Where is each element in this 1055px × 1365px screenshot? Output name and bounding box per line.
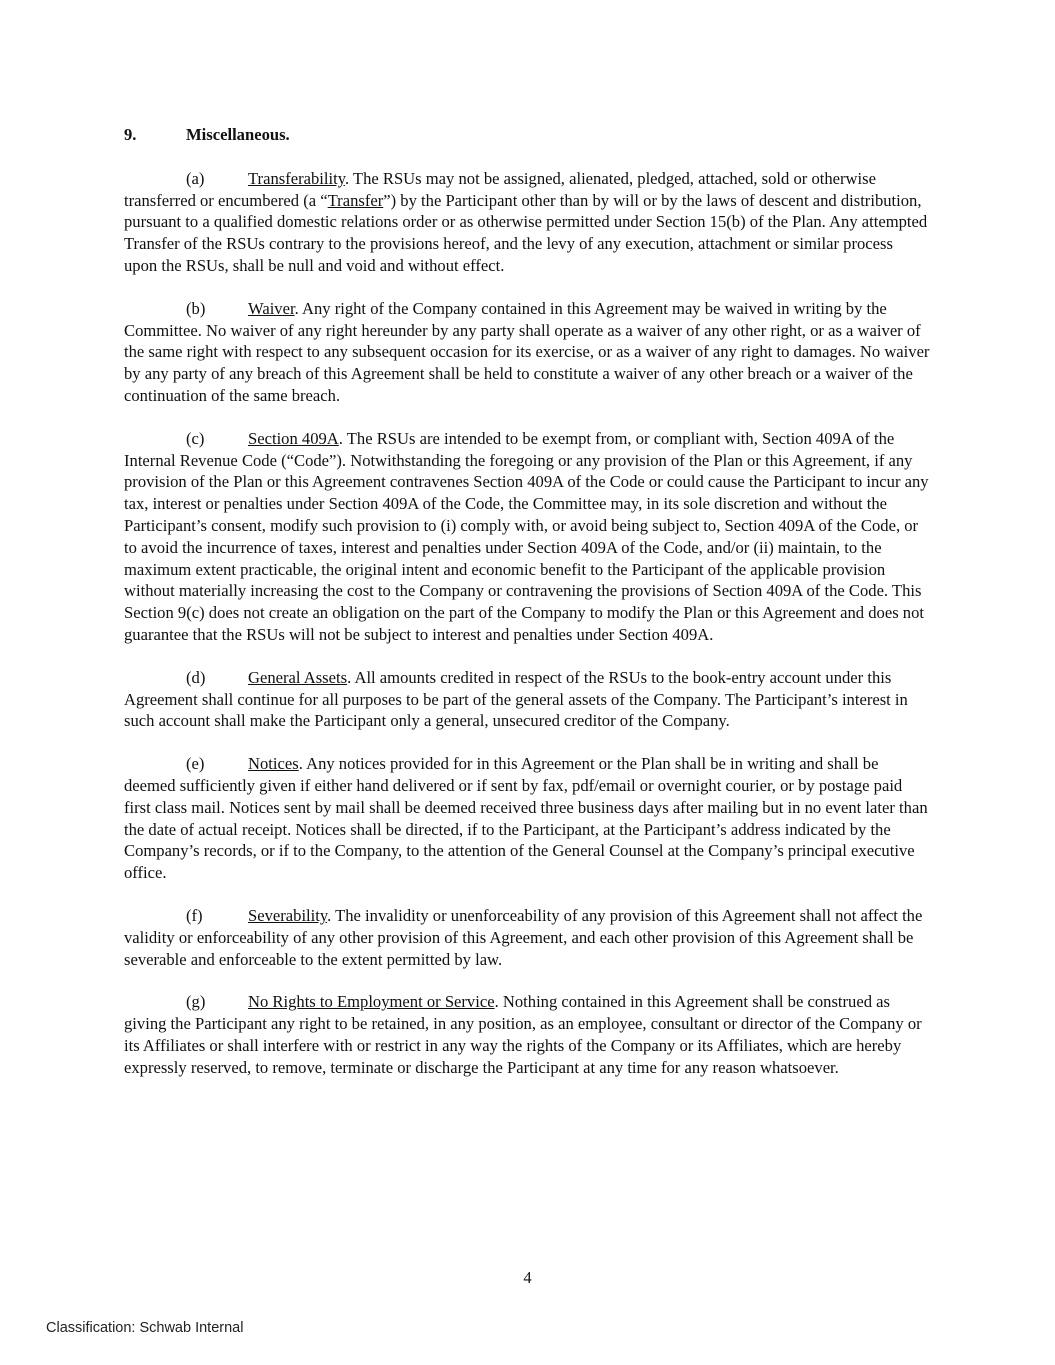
classification-label: Classification: Schwab Internal [46, 1320, 244, 1336]
section-number: 9. [124, 125, 137, 144]
paragraph-caption: No Rights to Employment or Service [248, 992, 495, 1012]
defined-term: Transfer [327, 190, 384, 210]
paragraph-general-assets [124, 667, 930, 732]
paragraph-text: . Any notices provided for in this Agreement or the Plan shall be in writing and shall be deemed sufficiently given if either hand delivered or if sent by fax, pdf/email or overnight courier, or by postage paid first class mail. Notices sent by mail shall be deemed received three business days after mailing but in no event later than the date of actual receipt. Notices shall be directed, if to the Participant, at the Participant’s address indicated by the Company’s records, or if to the Company, to the attention of the General Counsel at the Company’s principal executive office. [124, 754, 928, 883]
paragraph-letter: (d) [186, 667, 206, 687]
paragraph-caption: Notices [248, 754, 299, 774]
document-body [124, 124, 930, 1099]
paragraph-no-rights-to-employment [124, 991, 930, 1078]
paragraph-caption: Transferability [248, 168, 345, 188]
paragraph-letter: (b) [186, 298, 206, 318]
paragraph-caption: General Assets [248, 667, 348, 687]
paragraph-text: . The RSUs may not be assigned, alienated, pledged, attached, sold or otherwise transferred or encumbered (a “ [124, 168, 876, 210]
paragraph-text: ”) by the Participant other than by will or by the laws of descent and distribution, pursuant to a qualified domestic relations order or as otherwise permitted under Section 15(b) of the Plan. Any attempted Transfer of the RSUs contrary to the provisions hereof, and the levy of any execution, attachment or similar process upon the RSUs, shall be null and void and without effect. [124, 190, 928, 275]
paragraph-text: . Any right of the Company contained in this Agreement may be waived in writing by the Committee. No waiver of any right hereunder by any party shall operate as a waiver of any other right, or as a waiver of the same right with respect to any subsequent occasion for its exercise, or as a waiver of any right to damages. No waiver by any party of any breach of this Agreement shall be held to constitute a waiver of any other breach or a waiver of the continuation of the same breach. [124, 298, 930, 405]
paragraph-transferability [124, 168, 930, 277]
paragraph-text: . All amounts credited in respect of the RSUs to the book-entry account under this Agreement shall continue for all purposes to be part of the general assets of the Company. The Participant’s interest in such account shall make the Participant only a general, unsecured creditor of the Company. [124, 667, 908, 731]
paragraph-text: . The RSUs are intended to be exempt from, or compliant with, Section 409A of the Internal Revenue Code (“Code”). Notwithstanding the foregoing or any provision of the Plan or this Agreement, if any provision of the Plan or this Agreement contravenes Section 409A of the Code or could cause the Participant to incur any tax, interest or penalties under Section 409A of the Code, the Committee may, in its sole discretion and without the Participant’s consent, modify such provision to (i) comply with, or avoid being subject to, Section 409A of the Code, or to avoid the incurrence of taxes, interest and penalties under Section 409A of the Code, and/or (ii) maintain, to the maximum extent practicable, the original intent and economic benefit to the Participant of the applicable provision without materially increasing the cost to the Company or contravening the provisions of Section 409A of the Code. This Section 9(c) does not create an obligation on the part of the Company to modify the Plan or this Agreement and does not guarantee that the RSUs will not be subject to interest and penalties under Section 409A. [124, 428, 929, 644]
paragraph-text: . The invalidity or unenforceability of any provision of this Agreement shall not affect the validity or enforceability of any other provision of this Agreement, and each other provision of this Agreement shall be severable and enforceable to the extent permitted by law. [124, 905, 923, 969]
page-number: 4 [523, 1268, 532, 1287]
paragraph-severability [124, 905, 930, 970]
paragraph-letter: (a) [186, 168, 205, 188]
paragraph-caption: Severability [248, 905, 328, 925]
paragraph-letter: (c) [186, 428, 205, 448]
paragraph-section-409a [124, 428, 930, 646]
section-heading [124, 124, 930, 146]
paragraph-text: . Nothing contained in this Agreement shall be construed as giving the Participant any right to be retained, in any position, as an employee, consultant or director of the Company or its Affiliates or shall interfere with or restrict in any way the rights of the Company or its Affiliates, which are hereby expressly reserved, to remove, terminate or discharge the Participant at any time for any reason whatsoever. [124, 992, 922, 1077]
paragraph-waiver [124, 298, 930, 407]
paragraph-letter: (g) [186, 992, 206, 1012]
paragraph-caption: Section 409A [248, 428, 339, 448]
paragraph-caption: Waiver [248, 298, 295, 318]
section-title: Miscellaneous. [186, 125, 290, 144]
paragraph-letter: (e) [186, 754, 205, 774]
paragraph-letter: (f) [186, 905, 203, 925]
paragraph-notices [124, 753, 930, 884]
